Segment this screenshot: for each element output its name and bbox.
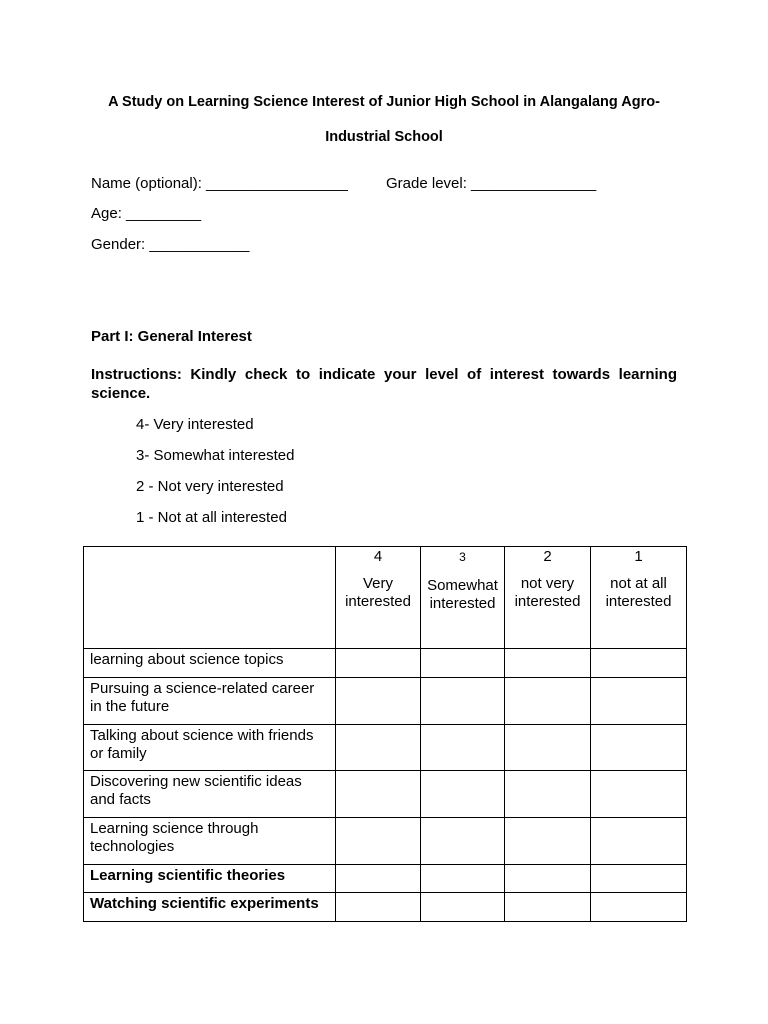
row-label: Discovering new scientific ideas and facts — [84, 771, 336, 818]
table-row — [84, 771, 687, 818]
check-cell[interactable] — [505, 865, 591, 893]
row-label: Talking about science with friends or family — [84, 725, 336, 771]
check-cell[interactable] — [505, 893, 591, 922]
header-blank-cell — [84, 547, 336, 649]
check-cell[interactable] — [421, 725, 505, 771]
check-cell[interactable] — [336, 818, 421, 865]
table-row — [84, 893, 687, 922]
check-cell[interactable] — [421, 771, 505, 818]
table-row — [84, 649, 687, 678]
row-label: Learning scientific theories — [84, 865, 336, 893]
scale-item: 3- Somewhat interested — [136, 447, 295, 464]
check-cell[interactable] — [591, 818, 687, 865]
scale-item: 1 - Not at all interested — [136, 509, 287, 526]
check-cell[interactable] — [421, 818, 505, 865]
check-cell[interactable] — [421, 865, 505, 893]
column-label: Somewhat interested — [427, 577, 498, 612]
row-label: Watching scientific experiments — [84, 893, 336, 922]
check-cell[interactable] — [421, 893, 505, 922]
check-cell[interactable] — [505, 678, 591, 725]
column-label: not at all interested — [605, 575, 672, 610]
scale-item: 4- Very interested — [136, 416, 254, 433]
row-label: Learning science through technologies — [84, 818, 336, 865]
table-row — [84, 818, 687, 865]
header-very-interested — [336, 547, 421, 649]
title-line-2: Industrial School — [325, 129, 443, 145]
check-cell[interactable] — [336, 893, 421, 922]
scale-item: 2 - Not very interested — [136, 478, 284, 495]
table-header-row — [84, 547, 687, 649]
check-cell[interactable] — [336, 649, 421, 678]
check-cell[interactable] — [505, 649, 591, 678]
check-cell[interactable] — [336, 865, 421, 893]
header-not-at-all-interested — [591, 547, 687, 649]
check-cell[interactable] — [591, 725, 687, 771]
check-cell[interactable] — [421, 649, 505, 678]
interest-table — [83, 546, 687, 922]
age-field[interactable]: Age: _________ — [91, 205, 202, 222]
column-number: 1 — [634, 548, 643, 565]
column-number: 3 — [459, 550, 466, 564]
check-cell[interactable] — [336, 678, 421, 725]
header-somewhat-interested — [421, 547, 505, 649]
check-cell[interactable] — [421, 678, 505, 725]
check-cell[interactable] — [591, 865, 687, 893]
grade-level-field[interactable]: Grade level: _______________ — [386, 175, 597, 192]
column-number: 4 — [373, 548, 383, 565]
check-cell[interactable] — [591, 771, 687, 818]
row-label: learning about science topics — [84, 649, 336, 678]
row-label: Pursuing a science-related career in the future — [84, 678, 336, 725]
check-cell[interactable] — [505, 818, 591, 865]
check-cell[interactable] — [336, 771, 421, 818]
name-field[interactable]: Name (optional): _________________ — [91, 175, 348, 192]
gender-field[interactable]: Gender: ____________ — [91, 236, 250, 253]
instructions: Instructions: Kindly check to indicate your level of interest towards learning science. — [91, 366, 677, 402]
check-cell[interactable] — [336, 725, 421, 771]
column-label: not very interested — [514, 575, 581, 610]
table-row — [84, 865, 687, 893]
check-cell[interactable] — [505, 725, 591, 771]
check-cell[interactable] — [591, 649, 687, 678]
check-cell[interactable] — [591, 893, 687, 922]
column-number: 2 — [543, 548, 552, 565]
check-cell[interactable] — [505, 771, 591, 818]
part-heading: Part I: General Interest — [91, 328, 252, 345]
check-cell[interactable] — [591, 678, 687, 725]
column-label: Very interested — [345, 575, 411, 610]
table-row — [84, 725, 687, 771]
header-not-very-interested — [505, 547, 591, 649]
title-line-1: A Study on Learning Science Interest of Junior High School in Alangalang Agro- — [108, 94, 660, 110]
table-row — [84, 678, 687, 725]
